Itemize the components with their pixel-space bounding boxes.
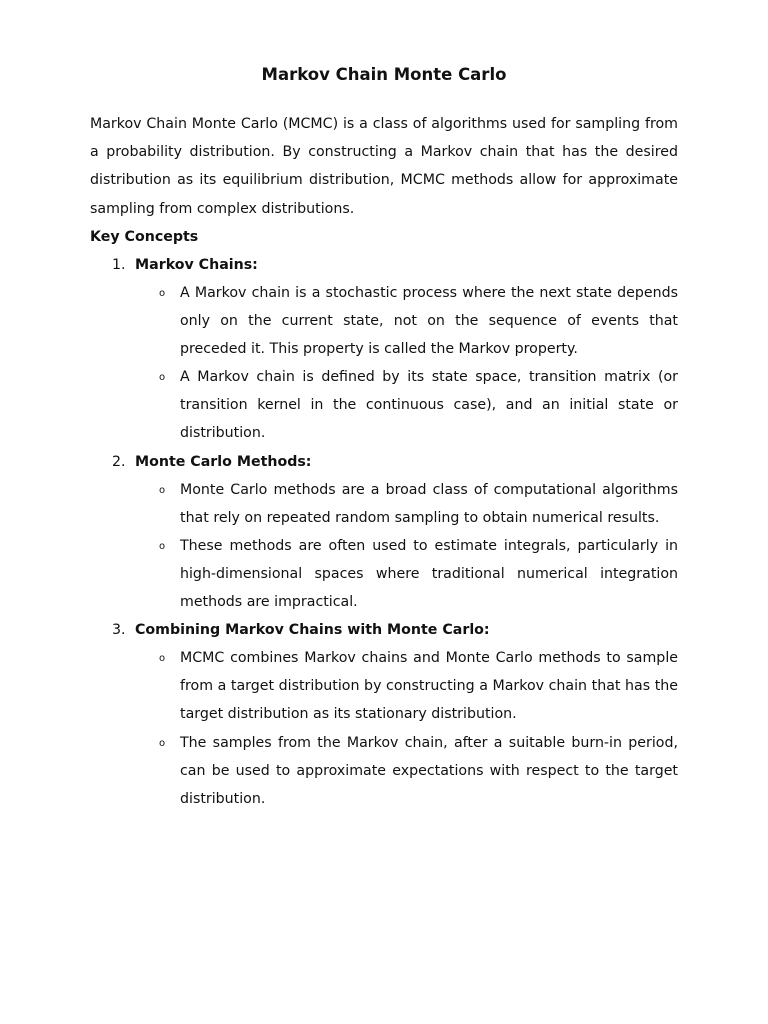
bullet-circle-icon: o [158, 372, 166, 383]
list-item: A Markov chain is defined by its state space, transition matrix (or transition kernel in the continuous case), and an initial state or distribution. [180, 369, 678, 442]
bullet-circle-icon: o [158, 485, 166, 496]
section-number: 2. [112, 454, 126, 470]
section-label: Monte Carlo Methods: [135, 454, 312, 470]
section-heading [112, 251, 258, 279]
intro-paragraph: Markov Chain Monte Carlo (MCMC) is a class of algorithms used for sampling from a probability distribution. By constructing a Markov chain that has the desired distribution as its equilibrium distribution, MCMC methods allow for approximate sampling from complex distributions. [90, 116, 678, 217]
list-item: Monte Carlo methods are a broad class of computational algorithms that rely on repeated random sampling to obtain numerical results. [180, 482, 678, 527]
section-heading [112, 448, 312, 476]
bullet-circle-icon: o [158, 541, 166, 552]
page-title: Markov Chain Monte Carlo [261, 65, 507, 84]
list-item: MCMC combines Markov chains and Monte Carlo methods to sample from a target distribution by constructing a Markov chain that has the target distribution as its stationary distribution. [180, 650, 678, 723]
section-label: Combining Markov Chains with Monte Carlo: [135, 622, 490, 638]
section-heading [112, 616, 490, 644]
bullet-circle-icon: o [158, 653, 166, 664]
bullet-circle-icon: o [158, 738, 166, 749]
section-label: Markov Chains: [135, 257, 258, 273]
list-item: The samples from the Markov chain, after a suitable burn-in period, can be used to approximate expectations with respect to the target distribution. [180, 735, 678, 808]
key-concepts-heading: Key Concepts [90, 229, 199, 245]
section-number: 3. [112, 622, 126, 638]
bullet-circle-icon: o [158, 288, 166, 299]
list-item: A Markov chain is a stochastic process where the next state depends only on the current state, not on the sequence of events that preceded it. This property is called the Markov property. [180, 285, 678, 358]
section-number: 1. [112, 257, 126, 273]
list-item: These methods are often used to estimate integrals, particularly in high-dimensional spaces where traditional numerical integration methods are impractical. [180, 538, 678, 611]
